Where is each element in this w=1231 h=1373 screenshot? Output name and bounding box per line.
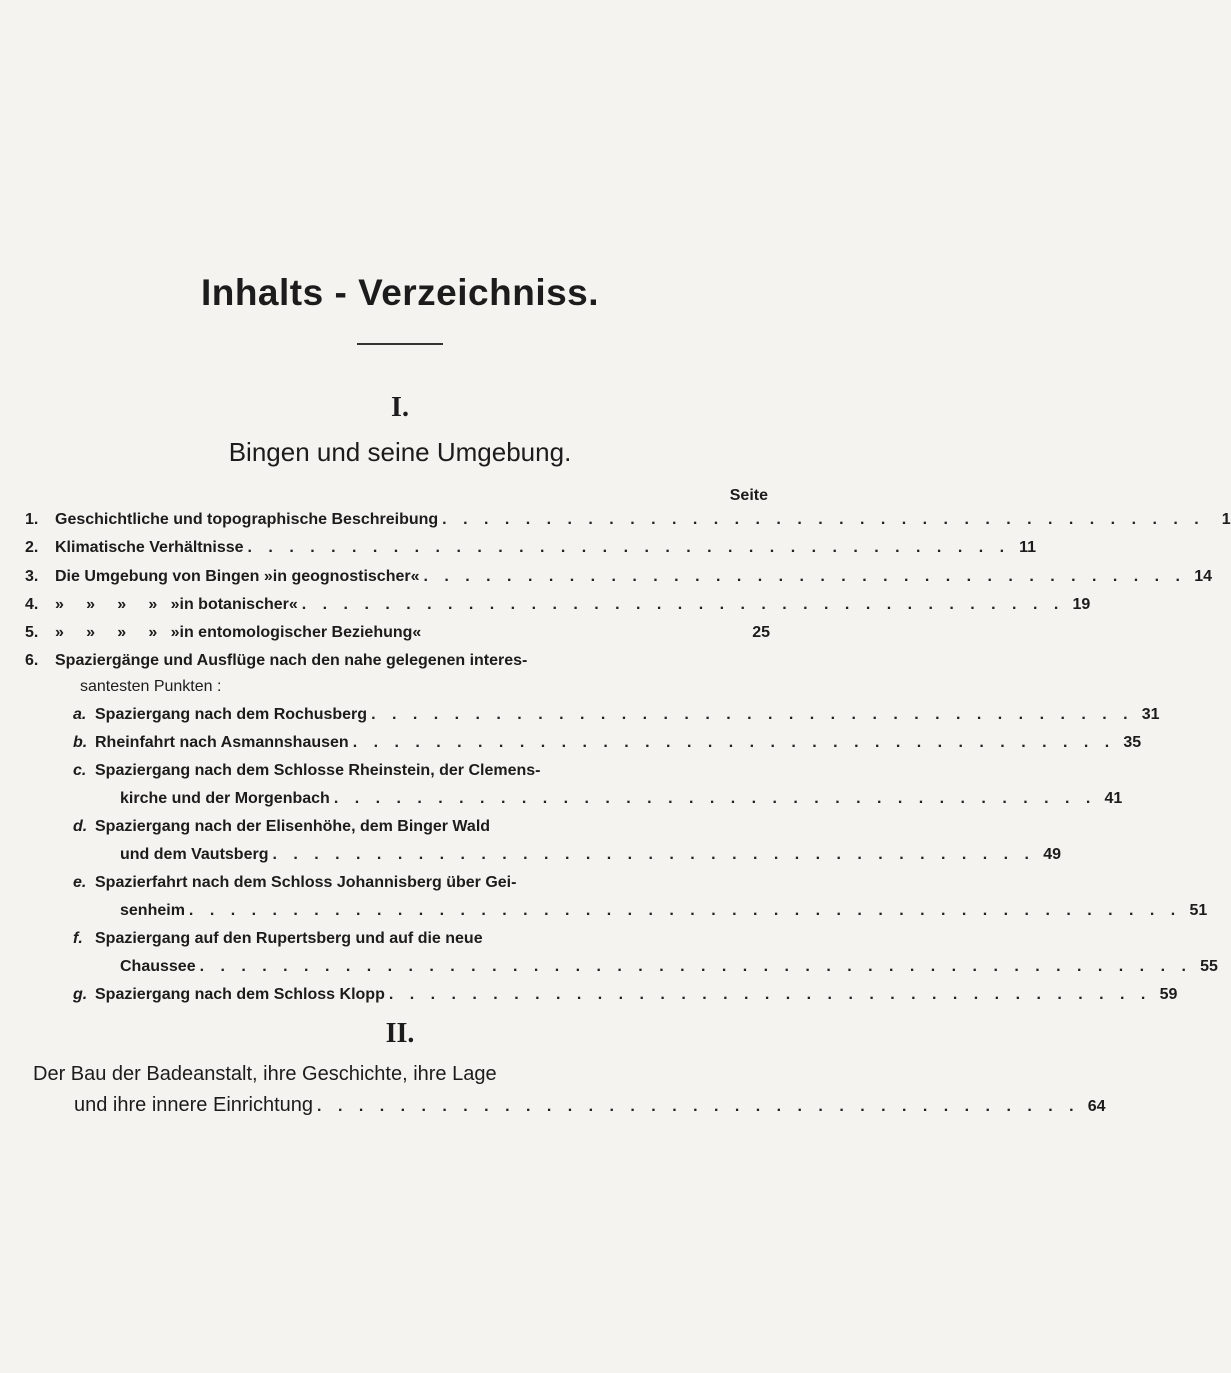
leader-dots: . . . . . . . . . . . . . . . . . . . . . . . . . . . . . . . . . . . . . . . . . . . . . . . . xyxy=(188,902,1182,919)
toc-subentry xyxy=(73,986,1178,1004)
toc-entry-continuation xyxy=(80,678,770,696)
subentry-text: Spazierfahrt nach dem Schloss Johannisberg über Gei- xyxy=(95,874,517,891)
entry-number: 5. xyxy=(25,624,39,641)
toc-entry xyxy=(25,511,1231,529)
subentry-text: senheim xyxy=(120,902,185,919)
title-rule xyxy=(357,343,443,345)
toc-subentry xyxy=(73,706,1160,724)
entry-text: Geschichtliche und topographische Beschreibung xyxy=(55,511,439,528)
leader-dots: . . . . . . . . . . . . . . . . . . . . . . . . . . . . . . . . . . . . . xyxy=(301,596,1065,613)
subentry-text: Spaziergang nach dem Rochusberg xyxy=(95,706,368,723)
entry-text: santesten Punkten : xyxy=(80,678,222,695)
part2-text: und ihre innere Einrichtung xyxy=(74,1094,314,1116)
toc-entry xyxy=(25,568,1212,586)
part2-numeral: II. xyxy=(385,1018,415,1049)
entry-page: 11 xyxy=(1019,539,1037,556)
subentry-text: Spaziergang nach dem Schlosse Rheinstein, der Clemens- xyxy=(95,762,541,779)
subentry-letter: b. xyxy=(73,734,88,751)
toc-entry xyxy=(25,624,770,642)
subentry-page: 35 xyxy=(1123,734,1142,751)
toc-entry xyxy=(25,539,1037,557)
entry-text: Spaziergänge und Ausflüge nach den nahe gelegenen interes- xyxy=(55,652,528,669)
entry-number: 3. xyxy=(25,568,39,585)
leader-dots: . . . . . . . . . . . . . . . . . . . . . . . . . . . . . . . . . . . . . . . . . . . . . . . . xyxy=(199,958,1192,975)
entry-page: 14 xyxy=(1194,568,1212,585)
toc-subentry-continuation xyxy=(120,846,1061,864)
toc-subentry-continuation xyxy=(120,902,1208,920)
entry-text: » » » » »in botanischer« xyxy=(55,596,298,613)
toc-subentry xyxy=(73,734,1142,752)
subentry-text: Spaziergang nach der Elisenhöhe, dem Binger Wald xyxy=(95,818,491,835)
toc-subentry xyxy=(73,762,770,780)
leader-dots: . . . . . . . . . . . . . . . . . . . . . . . . . . . . . . . . . . . . . xyxy=(272,846,1035,863)
entry-text: Die Umgebung von Bingen »in geognostischer« xyxy=(55,568,420,585)
subentry-letter: f. xyxy=(73,930,83,947)
subentry-page: 51 xyxy=(1189,902,1208,919)
subentry-text: kirche und der Morgenbach xyxy=(120,790,330,807)
part2-page: 64 xyxy=(1087,1098,1106,1115)
toc-entry xyxy=(25,596,1091,614)
leader-dots: . . . . . . . . . . . . . . . . . . . . . . . . . . . . . . . . . . . . . xyxy=(371,706,1134,723)
entry-number: 1. xyxy=(25,511,39,528)
toc-entry xyxy=(25,652,770,670)
leader-dots: . . . . . . . . . . . . . . . . . . . . . . . . . . . . . . . . . . . . . xyxy=(317,1098,1080,1115)
entry-text: Klimatische Verhältnisse xyxy=(55,539,244,556)
subentry-page: 41 xyxy=(1104,790,1123,807)
toc-subentry-continuation xyxy=(120,790,1123,808)
leader-dots: . . . . . . . . . . . . . . . . . . . . . . . . . . . . . . . . . . . . . xyxy=(388,986,1152,1003)
subentry-text: und dem Vautsberg xyxy=(120,846,269,863)
page-title: Inhalts - Verzeichniss. xyxy=(200,272,600,313)
leader-dots: . . . . . . . . . . . . . . . . . . . . . . . . . . . . . . . . . . . . . xyxy=(423,568,1186,585)
subentry-text: Spaziergang auf den Rupertsberg und auf die neue xyxy=(95,930,483,947)
entry-page: 25 xyxy=(752,624,770,641)
leader-dots: . . . . . . . . . . . . . . . . . . . . . . . . . . . . . . . . . . . . . xyxy=(352,734,1116,751)
toc-subentry xyxy=(73,874,770,892)
subentry-letter: g. xyxy=(73,986,88,1003)
part1-numeral: I. xyxy=(391,392,409,423)
entry-text: » » » » »in entomologischer Beziehung« xyxy=(55,624,422,641)
subentry-letter: e. xyxy=(73,874,87,891)
subentry-page: 31 xyxy=(1141,706,1160,723)
toc-subentry xyxy=(73,818,770,836)
leader-dots: . . . . . . . . . . . . . . . . . . . . . . . . . . . . . . . . . . . . . xyxy=(333,790,1097,807)
part2-text: Der Bau der Badeanstalt, ihre Geschichte, ihre Lage xyxy=(33,1063,497,1085)
subentry-text: Chaussee xyxy=(120,958,196,975)
leader-dots: . . . . . . . . . . . . . . . . . . . . . . . . . . . . . . . . . . . . . xyxy=(247,539,1011,556)
entry-page: 1 xyxy=(1221,511,1231,528)
leader-dots: . . . . . . . . . . . . . . . . . . . . . . . . . . . . . . . . . . . . . xyxy=(442,511,1205,528)
toc-subentry xyxy=(73,930,770,948)
subentry-page: 55 xyxy=(1200,958,1218,975)
subentry-page: 49 xyxy=(1043,846,1061,863)
entry-number: 6. xyxy=(25,652,39,669)
part2-heading-line2 xyxy=(74,1094,1106,1117)
subentry-letter: c. xyxy=(73,762,87,779)
part2-heading-line1 xyxy=(33,1063,497,1086)
entry-number: 4. xyxy=(25,596,39,613)
subentry-page: 59 xyxy=(1159,986,1178,1003)
subentry-text: Rheinfahrt nach Asmannshausen xyxy=(95,734,349,751)
part1-heading: Bingen und seine Umgebung. xyxy=(228,437,572,467)
entry-number: 2. xyxy=(25,539,39,556)
entry-page: 19 xyxy=(1072,596,1091,613)
page-column-label: Seite xyxy=(729,487,768,504)
subentry-letter: a. xyxy=(73,706,87,723)
subentry-letter: d. xyxy=(73,818,88,835)
toc-subentry-continuation xyxy=(120,958,1218,976)
subentry-text: Spaziergang nach dem Schloss Klopp xyxy=(95,986,385,1003)
